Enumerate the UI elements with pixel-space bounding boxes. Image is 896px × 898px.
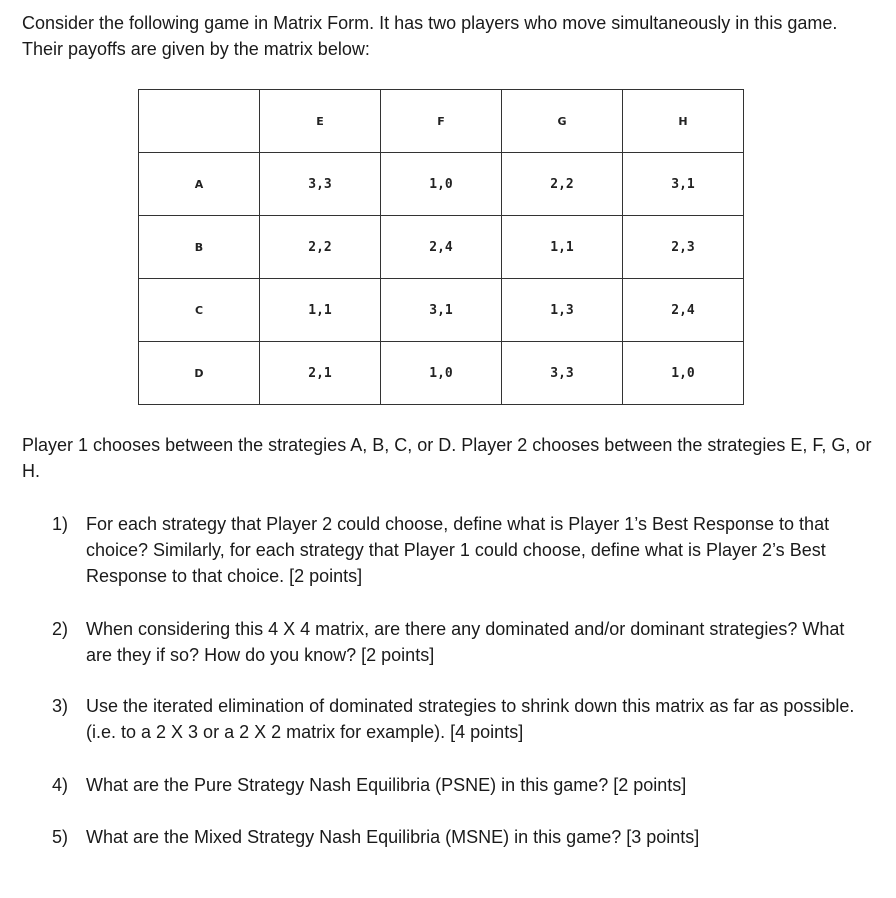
question-3 (52, 693, 862, 745)
payoff-cell-c-f: 3,1 (381, 279, 502, 342)
question-4 (52, 772, 862, 798)
question-text: When considering this 4 X 4 matrix, are there any dominated and/or dominant strategies? What are they if so? How do you know? [2 points] (86, 619, 845, 665)
question-number: 4) (52, 775, 69, 795)
matrix-row-a (139, 153, 744, 216)
row-label-c: C (139, 279, 260, 342)
intro-paragraph: Consider the following game in Matrix Form. It has two players who move simultaneously in this game. Their payoffs are given by the matrix below: (22, 13, 838, 59)
question-2 (52, 616, 862, 668)
question-number: 1) (52, 514, 69, 534)
payoff-cell-d-e: 2,1 (260, 342, 381, 405)
payoff-cell-b-f: 2,4 (381, 216, 502, 279)
question-1 (52, 511, 862, 589)
question-text: For each strategy that Player 2 could choose, define what is Player 1’s Best Response to that choice? Similarly, for each strategy that Player 1 could choose, define what is Player 2’s Best Response to that choice. [2 points] (86, 514, 830, 586)
question-number: 5) (52, 827, 69, 847)
matrix-corner-cell (139, 90, 260, 153)
payoff-matrix (138, 89, 744, 405)
question-number: 2) (52, 619, 69, 639)
column-header-g: G (502, 90, 623, 153)
row-label-b: B (139, 216, 260, 279)
question-text: What are the Pure Strategy Nash Equilibria (PSNE) in this game? [2 points] (86, 775, 687, 795)
payoff-cell-a-h: 3,1 (623, 153, 744, 216)
question-5 (52, 824, 862, 850)
question-text: Use the iterated elimination of dominated strategies to shrink down this matrix as far as possible. (i.e. to a 2 X 3 or a 2 X 2 matrix for example). [4 points] (86, 696, 855, 742)
payoff-cell-b-h: 2,3 (623, 216, 744, 279)
payoff-cell-b-e: 2,2 (260, 216, 381, 279)
matrix-header-row (139, 90, 744, 153)
row-label-d: D (139, 342, 260, 405)
payoff-cell-c-g: 1,3 (502, 279, 623, 342)
payoff-cell-c-e: 1,1 (260, 279, 381, 342)
payoff-cell-a-g: 2,2 (502, 153, 623, 216)
row-label-a: A (139, 153, 260, 216)
question-number: 3) (52, 696, 69, 716)
column-header-e: E (260, 90, 381, 153)
matrix-row-c (139, 279, 744, 342)
payoff-cell-d-h: 1,0 (623, 342, 744, 405)
column-header-h: H (623, 90, 744, 153)
payoff-cell-a-f: 1,0 (381, 153, 502, 216)
matrix-row-d (139, 342, 744, 405)
question-text: What are the Mixed Strategy Nash Equilibria (MSNE) in this game? [3 points] (86, 827, 700, 847)
column-header-f: F (381, 90, 502, 153)
players-paragraph: Player 1 chooses between the strategies A, B, C, or D. Player 2 chooses between the strategies E, F, G, or H. (22, 435, 872, 481)
payoff-cell-c-h: 2,4 (623, 279, 744, 342)
payoff-cell-d-g: 3,3 (502, 342, 623, 405)
payoff-cell-a-e: 3,3 (260, 153, 381, 216)
matrix-row-b (139, 216, 744, 279)
payoff-cell-d-f: 1,0 (381, 342, 502, 405)
payoff-cell-b-g: 1,1 (502, 216, 623, 279)
